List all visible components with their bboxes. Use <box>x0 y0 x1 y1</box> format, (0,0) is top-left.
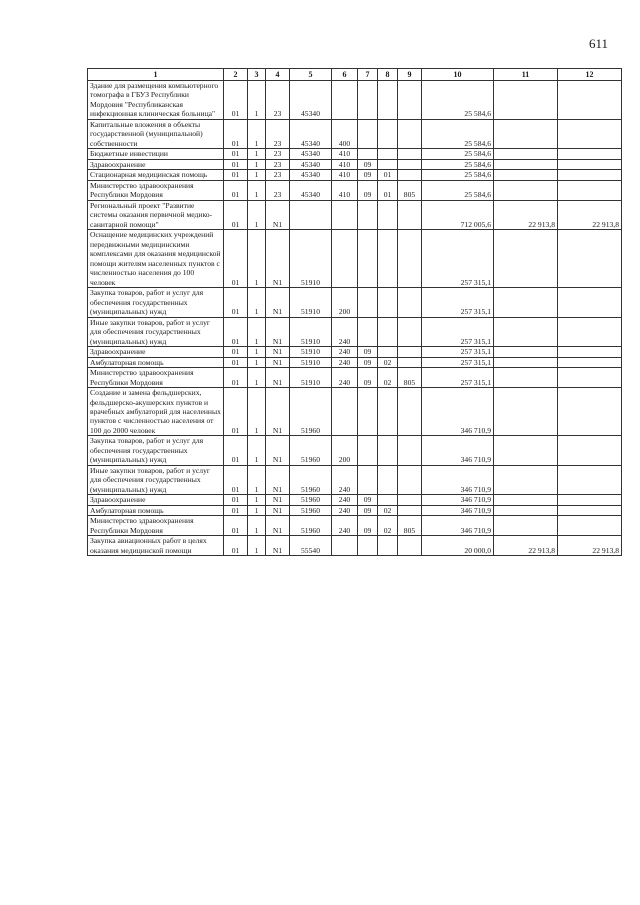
expense-type-cell: 240 <box>332 347 358 357</box>
amount-year2-cell <box>494 465 558 494</box>
ministry-code-cell <box>398 357 422 367</box>
row-name-cell: Создание и замена фельдшерских, фельдшерско-акушерских пунктов и врачебных амбулаторий для населенных пунктов с численностью населения от 100 до 2000 человек <box>88 388 224 436</box>
subchapter-cell <box>378 347 398 357</box>
expense-type-cell: 410 <box>332 159 358 169</box>
row-name-cell: Министерство здравоохранения Республики Мордовия <box>88 368 224 388</box>
column-header: 6 <box>332 69 358 81</box>
amount-year3-cell <box>558 230 622 288</box>
amount-year2-cell <box>494 505 558 515</box>
section-code-cell: 01 <box>224 388 248 436</box>
amount-year3-cell <box>558 119 622 148</box>
chapter-cell <box>358 119 378 148</box>
target-code-cell: 45340 <box>290 170 332 180</box>
column-header: 1 <box>88 69 224 81</box>
subchapter-cell <box>378 119 398 148</box>
subchapter-cell: 01 <box>378 170 398 180</box>
section-code-cell: 01 <box>224 368 248 388</box>
section-code-cell: 01 <box>224 536 248 556</box>
amount-year1-cell: 25 584,6 <box>422 149 494 159</box>
program-code-cell: N1 <box>266 230 290 288</box>
target-code-cell: 51960 <box>290 516 332 536</box>
amount-year2-cell <box>494 495 558 505</box>
ministry-code-cell: 805 <box>398 516 422 536</box>
section-code-cell: 01 <box>224 465 248 494</box>
budget-table <box>87 68 622 556</box>
amount-year2-cell <box>494 368 558 388</box>
expense-type-cell <box>332 230 358 288</box>
subsection-code-cell: 1 <box>248 317 266 346</box>
program-code-cell: N1 <box>266 536 290 556</box>
subchapter-cell: 01 <box>378 180 398 200</box>
chapter-cell: 09 <box>358 347 378 357</box>
target-code-cell: 51960 <box>290 495 332 505</box>
amount-year3-cell <box>558 288 622 317</box>
amount-year1-cell: 346 710,9 <box>422 465 494 494</box>
row-name-cell: Здравоохранение <box>88 495 224 505</box>
subsection-code-cell: 1 <box>248 288 266 317</box>
subsection-code-cell: 1 <box>248 516 266 536</box>
subsection-code-cell: 1 <box>248 170 266 180</box>
amount-year1-cell: 25 584,6 <box>422 119 494 148</box>
chapter-cell <box>358 81 378 120</box>
subchapter-cell <box>378 230 398 288</box>
chapter-cell: 09 <box>358 170 378 180</box>
subsection-code-cell: 1 <box>248 465 266 494</box>
ministry-code-cell <box>398 81 422 120</box>
ministry-code-cell: 805 <box>398 180 422 200</box>
amount-year2-cell <box>494 149 558 159</box>
ministry-code-cell <box>398 495 422 505</box>
amount-year3-cell <box>558 357 622 367</box>
subchapter-cell <box>378 317 398 346</box>
program-code-cell: 23 <box>266 81 290 120</box>
amount-year3-cell <box>558 495 622 505</box>
column-number-row <box>88 69 622 81</box>
row-name-cell: Министерство здравоохранения Республики Мордовия <box>88 516 224 536</box>
table-body <box>88 81 622 556</box>
table-row <box>88 149 622 159</box>
target-code-cell: 51910 <box>290 317 332 346</box>
amount-year2-cell <box>494 170 558 180</box>
program-code-cell: N1 <box>266 357 290 367</box>
chapter-cell <box>358 536 378 556</box>
amount-year2-cell <box>494 436 558 465</box>
ministry-code-cell <box>398 388 422 436</box>
subsection-code-cell: 1 <box>248 119 266 148</box>
subsection-code-cell: 1 <box>248 159 266 169</box>
expense-type-cell: 240 <box>332 317 358 346</box>
table-row <box>88 368 622 388</box>
target-code-cell: 45340 <box>290 149 332 159</box>
table-row <box>88 119 622 148</box>
target-code-cell: 51910 <box>290 288 332 317</box>
table-row <box>88 317 622 346</box>
chapter-cell <box>358 436 378 465</box>
row-name-cell: Капитальные вложения в объекты государственной (муниципальной) собственности <box>88 119 224 148</box>
subsection-code-cell: 1 <box>248 230 266 288</box>
column-header: 4 <box>266 69 290 81</box>
page-number: 611 <box>588 36 608 51</box>
expense-type-cell: 200 <box>332 436 358 465</box>
amount-year1-cell: 346 710,9 <box>422 388 494 436</box>
chapter-cell <box>358 230 378 288</box>
amount-year3-cell <box>558 465 622 494</box>
amount-year3-cell <box>558 81 622 120</box>
program-code-cell: N1 <box>266 495 290 505</box>
amount-year1-cell: 257 315,1 <box>422 368 494 388</box>
row-name-cell: Иные закупки товаров, работ и услуг для обеспечения государственных (муниципальных) нужд <box>88 317 224 346</box>
amount-year1-cell: 346 710,9 <box>422 436 494 465</box>
program-code-cell: 23 <box>266 159 290 169</box>
expense-type-cell: 240 <box>332 505 358 515</box>
subsection-code-cell: 1 <box>248 505 266 515</box>
row-name-cell: Оснащение медицинских учреждений передвижными медицинскими комплексами для оказания медицинской помощи жителям населенных пунктов с численностью населения до 100 человек <box>88 230 224 288</box>
amount-year3-cell <box>558 505 622 515</box>
amount-year1-cell: 257 315,1 <box>422 288 494 317</box>
expense-type-cell: 240 <box>332 516 358 536</box>
amount-year2-cell <box>494 119 558 148</box>
chapter-cell: 09 <box>358 180 378 200</box>
section-code-cell: 01 <box>224 180 248 200</box>
column-header: 2 <box>224 69 248 81</box>
amount-year1-cell: 257 315,1 <box>422 317 494 346</box>
program-code-cell: N1 <box>266 368 290 388</box>
ministry-code-cell <box>398 230 422 288</box>
table-row <box>88 81 622 120</box>
chapter-cell <box>358 288 378 317</box>
amount-year3-cell <box>558 180 622 200</box>
section-code-cell: 01 <box>224 159 248 169</box>
column-header: 3 <box>248 69 266 81</box>
row-name-cell: Здравоохранение <box>88 347 224 357</box>
ministry-code-cell: 805 <box>398 368 422 388</box>
amount-year3-cell <box>558 347 622 357</box>
amount-year2-cell <box>494 388 558 436</box>
subchapter-cell <box>378 288 398 317</box>
amount-year2-cell <box>494 317 558 346</box>
amount-year1-cell: 25 584,6 <box>422 159 494 169</box>
amount-year2-cell <box>494 357 558 367</box>
subsection-code-cell: 1 <box>248 149 266 159</box>
amount-year3-cell <box>558 149 622 159</box>
chapter-cell: 09 <box>358 368 378 388</box>
target-code-cell: 51960 <box>290 388 332 436</box>
subchapter-cell: 02 <box>378 357 398 367</box>
amount-year2-cell <box>494 288 558 317</box>
expense-type-cell <box>332 81 358 120</box>
subchapter-cell <box>378 436 398 465</box>
subchapter-cell <box>378 200 398 229</box>
table-row <box>88 516 622 536</box>
amount-year1-cell: 346 710,9 <box>422 505 494 515</box>
subchapter-cell: 02 <box>378 368 398 388</box>
table-row <box>88 288 622 317</box>
subsection-code-cell: 1 <box>248 347 266 357</box>
column-header: 10 <box>422 69 494 81</box>
chapter-cell: 09 <box>358 505 378 515</box>
amount-year3-cell <box>558 317 622 346</box>
ministry-code-cell <box>398 288 422 317</box>
section-code-cell: 01 <box>224 347 248 357</box>
expense-type-cell: 200 <box>332 288 358 317</box>
subchapter-cell: 02 <box>378 505 398 515</box>
expense-type-cell: 410 <box>332 170 358 180</box>
program-code-cell: N1 <box>266 465 290 494</box>
amount-year1-cell: 346 710,9 <box>422 516 494 536</box>
ministry-code-cell <box>398 347 422 357</box>
ministry-code-cell <box>398 317 422 346</box>
expense-type-cell: 410 <box>332 180 358 200</box>
row-name-cell: Здание для размещения компьютерного томографа в ГБУЗ Республики Мордовия "Республиканская инфекционная клиническая больница" <box>88 81 224 120</box>
table-row <box>88 159 622 169</box>
subsection-code-cell: 1 <box>248 495 266 505</box>
ministry-code-cell <box>398 505 422 515</box>
table-row <box>88 200 622 229</box>
expense-type-cell: 240 <box>332 368 358 388</box>
table-row <box>88 536 622 556</box>
program-code-cell: N1 <box>266 200 290 229</box>
expense-type-cell: 240 <box>332 357 358 367</box>
section-code-cell: 01 <box>224 436 248 465</box>
table-row <box>88 505 622 515</box>
row-name-cell: Амбулаторная помощь <box>88 357 224 367</box>
target-code-cell: 45340 <box>290 81 332 120</box>
subchapter-cell <box>378 495 398 505</box>
chapter-cell <box>358 200 378 229</box>
program-code-cell: N1 <box>266 505 290 515</box>
ministry-code-cell <box>398 119 422 148</box>
column-header: 11 <box>494 69 558 81</box>
target-code-cell: 51910 <box>290 347 332 357</box>
table-row <box>88 495 622 505</box>
ministry-code-cell <box>398 465 422 494</box>
table-row <box>88 388 622 436</box>
ministry-code-cell <box>398 149 422 159</box>
expense-type-cell <box>332 200 358 229</box>
amount-year3-cell <box>558 516 622 536</box>
chapter-cell: 09 <box>358 495 378 505</box>
table-row <box>88 180 622 200</box>
subchapter-cell: 02 <box>378 516 398 536</box>
amount-year2-cell: 22 913,8 <box>494 200 558 229</box>
amount-year2-cell <box>494 81 558 120</box>
amount-year3-cell <box>558 388 622 436</box>
section-code-cell: 01 <box>224 119 248 148</box>
amount-year2-cell <box>494 516 558 536</box>
table-row <box>88 357 622 367</box>
target-code-cell: 55540 <box>290 536 332 556</box>
program-code-cell: N1 <box>266 347 290 357</box>
section-code-cell: 01 <box>224 200 248 229</box>
subsection-code-cell: 1 <box>248 436 266 465</box>
program-code-cell: 23 <box>266 180 290 200</box>
subchapter-cell <box>378 149 398 159</box>
table-row <box>88 436 622 465</box>
subsection-code-cell: 1 <box>248 81 266 120</box>
amount-year3-cell <box>558 170 622 180</box>
section-code-cell: 01 <box>224 317 248 346</box>
target-code-cell: 45340 <box>290 119 332 148</box>
amount-year1-cell: 25 584,6 <box>422 170 494 180</box>
subsection-code-cell: 1 <box>248 357 266 367</box>
row-name-cell: Закупка авиационных работ в целях оказания медицинской помощи <box>88 536 224 556</box>
program-code-cell: 23 <box>266 149 290 159</box>
column-header: 12 <box>558 69 622 81</box>
chapter-cell <box>358 465 378 494</box>
target-code-cell: 51960 <box>290 436 332 465</box>
subchapter-cell <box>378 465 398 494</box>
amount-year1-cell: 712 005,6 <box>422 200 494 229</box>
column-header: 9 <box>398 69 422 81</box>
subsection-code-cell: 1 <box>248 536 266 556</box>
target-code-cell: 51960 <box>290 505 332 515</box>
section-code-cell: 01 <box>224 149 248 159</box>
section-code-cell: 01 <box>224 81 248 120</box>
chapter-cell <box>358 149 378 159</box>
amount-year3-cell: 22 913,8 <box>558 536 622 556</box>
subchapter-cell <box>378 536 398 556</box>
table-row <box>88 347 622 357</box>
section-code-cell: 01 <box>224 505 248 515</box>
ministry-code-cell <box>398 159 422 169</box>
chapter-cell <box>358 317 378 346</box>
target-code-cell: 45340 <box>290 159 332 169</box>
amount-year1-cell: 20 000,0 <box>422 536 494 556</box>
chapter-cell: 09 <box>358 357 378 367</box>
target-code-cell: 45340 <box>290 180 332 200</box>
chapter-cell: 09 <box>358 516 378 536</box>
ministry-code-cell <box>398 436 422 465</box>
row-name-cell: Бюджетные инвестиции <box>88 149 224 159</box>
row-name-cell: Министерство здравоохранения Республики Мордовия <box>88 180 224 200</box>
row-name-cell: Иные закупки товаров, работ и услуг для обеспечения государственных (муниципальных) нужд <box>88 465 224 494</box>
chapter-cell <box>358 388 378 436</box>
target-code-cell: 51960 <box>290 465 332 494</box>
expense-type-cell: 410 <box>332 149 358 159</box>
program-code-cell: N1 <box>266 317 290 346</box>
subchapter-cell <box>378 159 398 169</box>
row-name-cell: Закупка товаров, работ и услуг для обеспечения государственных (муниципальных) нужд <box>88 436 224 465</box>
subchapter-cell <box>378 388 398 436</box>
target-code-cell <box>290 200 332 229</box>
amount-year2-cell: 22 913,8 <box>494 536 558 556</box>
expense-type-cell: 240 <box>332 465 358 494</box>
amount-year2-cell <box>494 180 558 200</box>
subsection-code-cell: 1 <box>248 388 266 436</box>
expense-type-cell: 400 <box>332 119 358 148</box>
table-row <box>88 465 622 494</box>
column-header: 7 <box>358 69 378 81</box>
row-name-cell: Региональный проект "Развитие системы оказания первичной медико-санитарной помощи" <box>88 200 224 229</box>
amount-year2-cell <box>494 230 558 288</box>
amount-year3-cell: 22 913,8 <box>558 200 622 229</box>
ministry-code-cell <box>398 200 422 229</box>
row-name-cell: Закупка товаров, работ и услуг для обеспечения государственных (муниципальных) нужд <box>88 288 224 317</box>
table-row <box>88 170 622 180</box>
table-row <box>88 230 622 288</box>
subsection-code-cell: 1 <box>248 180 266 200</box>
row-name-cell: Здравоохранение <box>88 159 224 169</box>
program-code-cell: N1 <box>266 288 290 317</box>
amount-year1-cell: 257 315,1 <box>422 230 494 288</box>
program-code-cell: N1 <box>266 516 290 536</box>
amount-year1-cell: 25 584,6 <box>422 81 494 120</box>
amount-year3-cell <box>558 368 622 388</box>
target-code-cell: 51910 <box>290 357 332 367</box>
row-name-cell: Стационарная медицинская помощь <box>88 170 224 180</box>
target-code-cell: 51910 <box>290 230 332 288</box>
expense-type-cell <box>332 536 358 556</box>
column-header: 5 <box>290 69 332 81</box>
chapter-cell: 09 <box>358 159 378 169</box>
column-header: 8 <box>378 69 398 81</box>
program-code-cell: N1 <box>266 388 290 436</box>
section-code-cell: 01 <box>224 170 248 180</box>
amount-year1-cell: 257 315,1 <box>422 357 494 367</box>
amount-year1-cell: 25 584,6 <box>422 180 494 200</box>
program-code-cell: 23 <box>266 119 290 148</box>
amount-year3-cell <box>558 436 622 465</box>
section-code-cell: 01 <box>224 516 248 536</box>
ministry-code-cell <box>398 536 422 556</box>
amount-year3-cell <box>558 159 622 169</box>
amount-year1-cell: 346 710,9 <box>422 495 494 505</box>
target-code-cell: 51910 <box>290 368 332 388</box>
ministry-code-cell <box>398 170 422 180</box>
row-name-cell: Амбулаторная помощь <box>88 505 224 515</box>
section-code-cell: 01 <box>224 230 248 288</box>
expense-type-cell <box>332 388 358 436</box>
amount-year2-cell <box>494 347 558 357</box>
section-code-cell: 01 <box>224 288 248 317</box>
subchapter-cell <box>378 81 398 120</box>
program-code-cell: N1 <box>266 436 290 465</box>
subsection-code-cell: 1 <box>248 368 266 388</box>
subsection-code-cell: 1 <box>248 200 266 229</box>
program-code-cell: 23 <box>266 170 290 180</box>
expense-type-cell: 240 <box>332 495 358 505</box>
section-code-cell: 01 <box>224 357 248 367</box>
section-code-cell: 01 <box>224 495 248 505</box>
amount-year2-cell <box>494 159 558 169</box>
amount-year1-cell: 257 315,1 <box>422 347 494 357</box>
